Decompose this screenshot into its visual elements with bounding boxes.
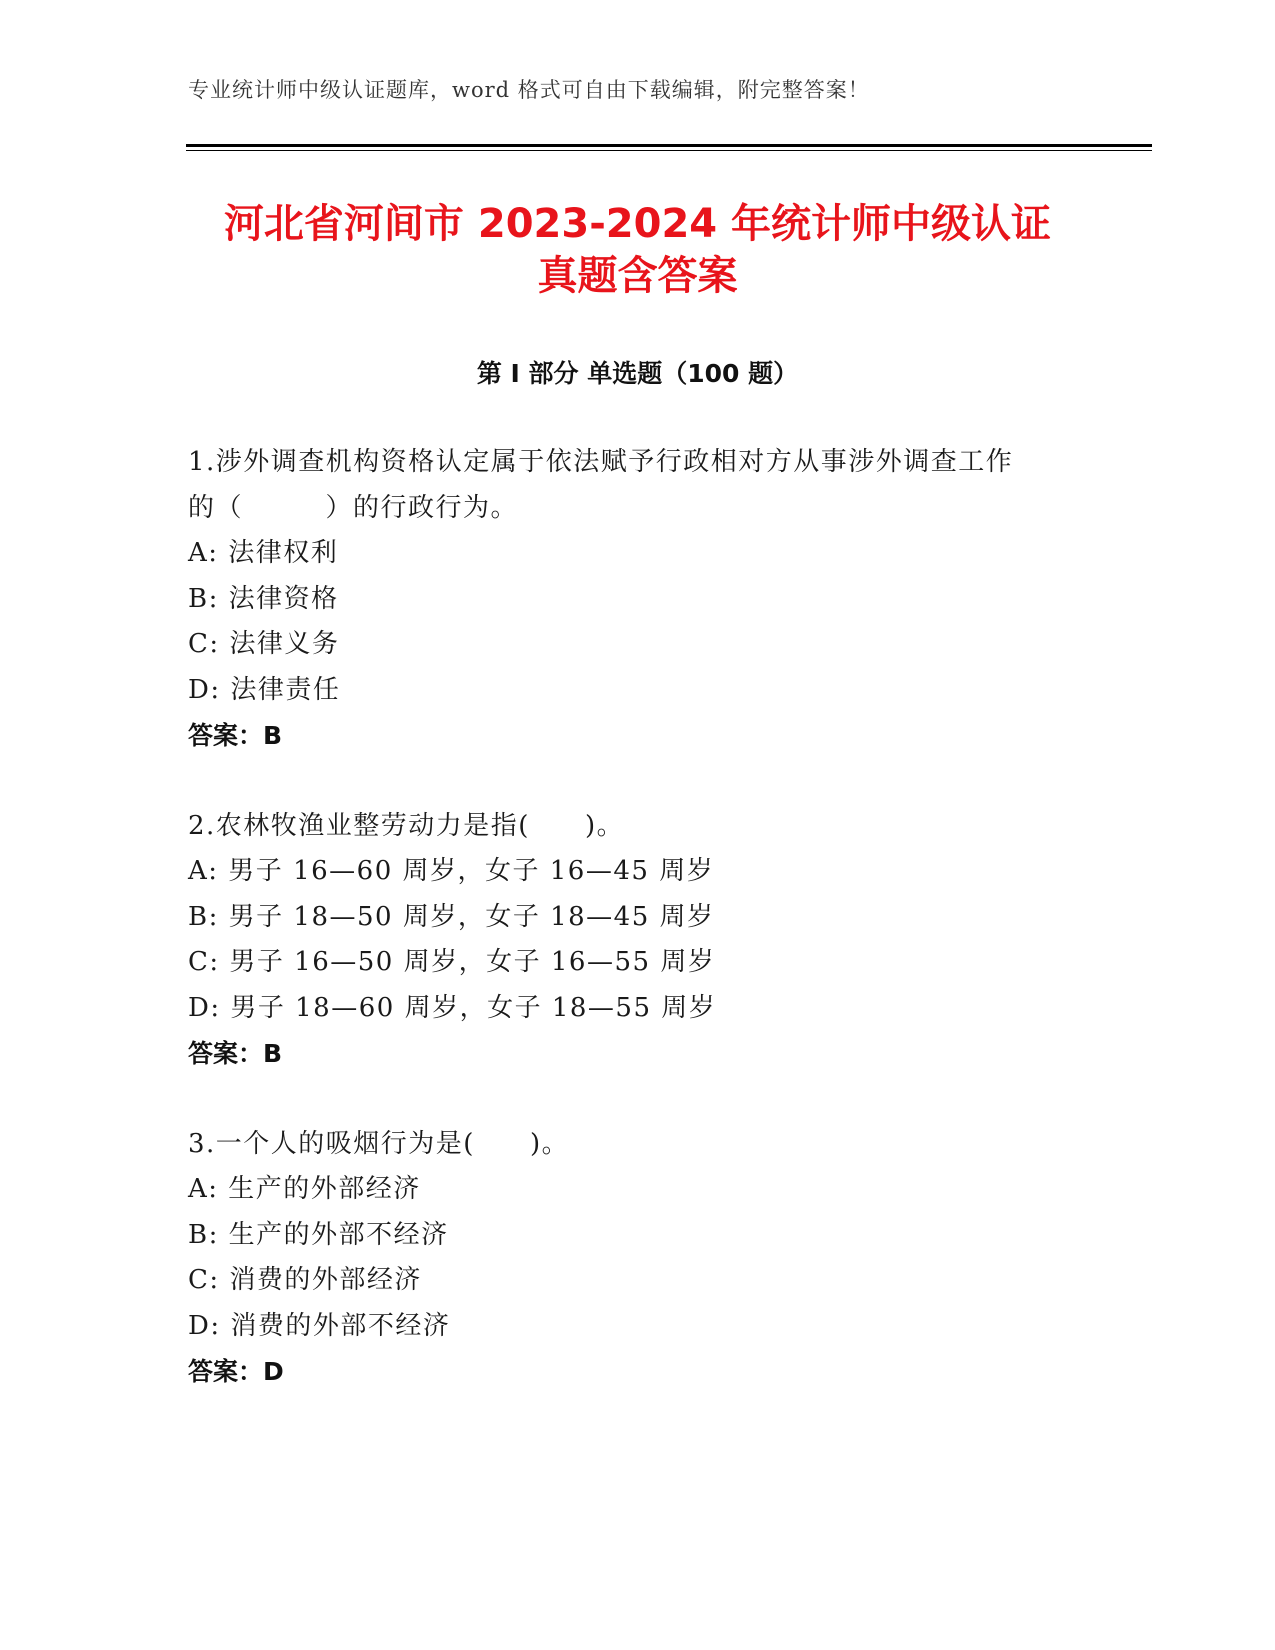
- option-b: B: 法律资格: [188, 583, 339, 614]
- title-line-2: 真题含答案: [537, 253, 738, 299]
- header-note: 专业统计师中级认证题库，word 格式可自由下载编辑，附完整答案！: [188, 78, 870, 102]
- question-stem: 3.一个人的吸烟行为是( )。: [188, 1128, 570, 1159]
- option-d: D: 法律责任: [188, 674, 341, 705]
- option-b: B: 生产的外部不经济: [188, 1219, 449, 1250]
- question-stem: 2.农林牧渔业整劳动力是指( )。: [188, 810, 625, 841]
- header-divider-thick: [186, 144, 1152, 147]
- option-c: C: 消费的外部经济: [188, 1265, 422, 1295]
- question-stem-continued: 的（ ）的行政行为。: [188, 492, 519, 523]
- answer: 答案：D: [188, 1357, 284, 1386]
- answer: 答案：B: [188, 721, 283, 750]
- option-a: A: 法律权利: [188, 538, 339, 568]
- question-2: [188, 804, 1088, 1077]
- title-line-1: 河北省河间市 2023-2024 年统计师中级认证: [223, 201, 1052, 247]
- section-heading: 第 I 部分 单选题（100 题）: [476, 359, 799, 388]
- question-3: [188, 1122, 1088, 1395]
- question-1: [188, 440, 1088, 759]
- option-c: C: 男子 16—50 周岁，女子 16—55 周岁: [188, 947, 716, 977]
- document-title: [0, 198, 1275, 302]
- question-stem: 1.涉外调查机构资格认定属于依法赋予行政相对方从事涉外调查工作: [188, 447, 1014, 477]
- option-d: D: 男子 18—60 周岁，女子 18—55 周岁: [188, 992, 717, 1023]
- option-c: C: 法律义务: [188, 629, 340, 659]
- option-b: B: 男子 18—50 周岁，女子 18—45 周岁: [188, 901, 715, 932]
- header-divider-thin: [186, 150, 1152, 151]
- option-d: D: 消费的外部不经济: [188, 1310, 451, 1341]
- question-list: [188, 440, 1088, 1440]
- option-a: A: 男子 16—60 周岁，女子 16—45 周岁: [188, 856, 715, 886]
- option-a: A: 生产的外部经济: [188, 1174, 421, 1204]
- answer: 答案：B: [188, 1039, 283, 1068]
